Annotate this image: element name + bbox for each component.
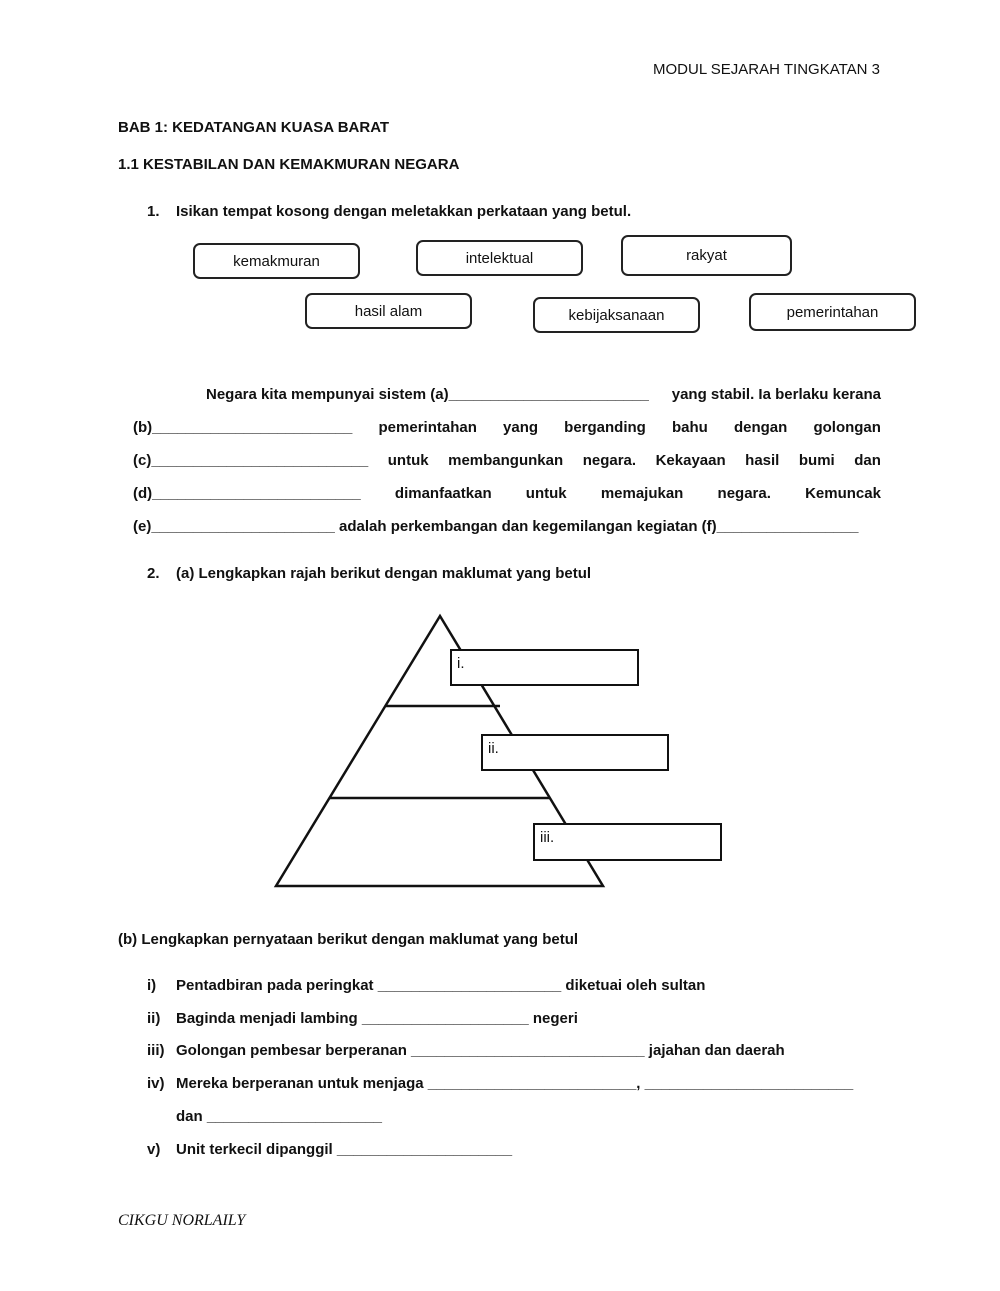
statement-num: i) <box>147 977 157 994</box>
pyramid-box-ii[interactable]: ii. <box>481 734 669 771</box>
statement-num: v) <box>147 1141 161 1158</box>
statement-text[interactable]: Baginda menjadi lambing ____________________ negeri <box>176 1010 578 1027</box>
statement-text[interactable]: Pentadbiran pada peringkat ______________________ diketuai oleh sultan <box>176 977 706 994</box>
word-box-kemakmuran[interactable]: kemakmuran <box>193 243 360 279</box>
statement-num: iii) <box>147 1042 165 1059</box>
blank-a[interactable]: Negara kita mempunyai sistem (a)________________________ <box>206 386 649 403</box>
word-box-intelektual[interactable]: intelektual <box>416 240 583 276</box>
paragraph-line-b: (b)________________________ pemerintahan yang berganding bahu dengan golongan <box>133 419 881 436</box>
q1-number: 1. <box>147 203 160 220</box>
blank-e-f[interactable]: (e)______________________ adalah perkembangan dan kegemilangan kegiatan (f)_________________ <box>133 518 859 535</box>
blank-d[interactable]: (d)_________________________ <box>133 485 361 502</box>
section-title: 1.1 KESTABILAN DAN KEMAKMURAN NEGARA <box>118 156 460 173</box>
word-box-kebijaksanaan[interactable]: kebijaksanaan <box>533 297 700 333</box>
pyramid-box-i[interactable]: i. <box>450 649 639 686</box>
blank-c[interactable]: (c)__________________________ <box>133 452 369 469</box>
statement-text[interactable]: Unit terkecil dipanggil _____________________ <box>176 1141 513 1158</box>
author-signature: CIKGU NORLAILY <box>118 1212 246 1229</box>
module-header: MODUL SEJARAH TINGKATAN 3 <box>653 61 880 78</box>
paragraph-line-d: (d)_________________________ dimanfaatkan untuk memajukan negara. Kemuncak <box>133 485 881 502</box>
word-box-rakyat[interactable]: rakyat <box>621 235 792 276</box>
q2-number: 2. <box>147 565 160 582</box>
chapter-title: BAB 1: KEDATANGAN KUASA BARAT <box>118 119 390 136</box>
statement-text[interactable]: dan _____________________ <box>176 1108 383 1125</box>
statement-num: ii) <box>147 1010 161 1027</box>
statement-num: iv) <box>147 1075 165 1092</box>
paragraph-line-c: (c)__________________________ untuk membangunkan negara. Kekayaan hasil bumi dan <box>133 452 881 469</box>
word-box-pemerintahan[interactable]: pemerintahan <box>749 293 916 331</box>
statement-text[interactable]: Mereka berperanan untuk menjaga _________________________, _________________________ <box>176 1075 854 1092</box>
pyramid-box-iii[interactable]: iii. <box>533 823 722 861</box>
blank-b[interactable]: (b)________________________ <box>133 419 353 436</box>
fill-paragraph: Negara kita mempunyai sistem (a)________________________ yang stabil. Ia berlaku kerana (b)________________________ pemerintahan yang berganding bahu dengan golongan (c)__________________________ untuk membangunkan negara. Kekayaan hasil bumi dan (d)_________________________ dimanfaatkan untuk memajukan negara. Kemuncak (e)______________________ adalah perkembangan dan kegemilangan kegiatan (f)_________________ <box>133 378 881 543</box>
q2a-instruction: (a) Lengkapkan rajah berikut dengan maklumat yang betul <box>176 565 592 582</box>
paragraph-line-e <box>133 510 881 543</box>
q1-instruction: Isikan tempat kosong dengan meletakkan perkataan yang betul. <box>176 203 632 220</box>
statement-text[interactable]: Golongan pembesar berperanan ____________________________ jajahan dan daerah <box>176 1042 785 1059</box>
word-box-hasil-alam[interactable]: hasil alam <box>305 293 472 329</box>
q2b-instruction: (b) Lengkapkan pernyataan berikut dengan maklumat yang betul <box>118 931 579 948</box>
